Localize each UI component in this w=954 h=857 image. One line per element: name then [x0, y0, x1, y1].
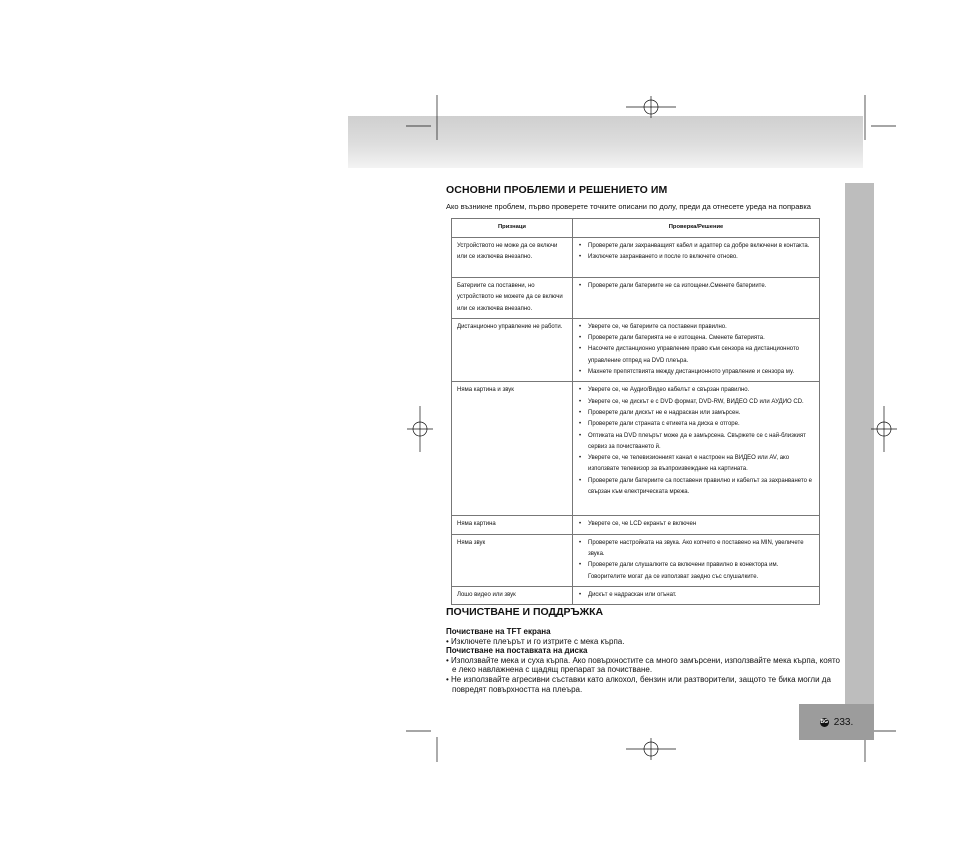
- crosshair-left: [407, 406, 433, 452]
- solution-item: • Махнете препятствията между дистанционното управление и сензора му.: [578, 367, 814, 378]
- table-row: [452, 516, 820, 534]
- table-header-row: [452, 219, 820, 238]
- solution-item: • Проверете дали слушалките са включени правилно в конектора им. Говорителите могат да се използват заедно със слушалките.: [578, 560, 814, 583]
- table-row: [452, 534, 820, 586]
- solution-item: • Проверете дали батериите не са изтощени.Сменете батериите.: [578, 281, 814, 292]
- solution-item: • Проверете дали захранващият кабел и адаптер са добре включени в контакта.: [578, 241, 814, 252]
- symptom-cell: Дистанционно управление не работи.: [452, 318, 573, 381]
- solution-cell: [573, 534, 820, 586]
- solution-item: • Проверете дали дискът не е надраскан или замърсен.: [578, 408, 814, 419]
- screen-cleaning-text: • Изключете плеърът и го изтрите с мека кърпа.: [446, 636, 625, 646]
- solution-item: • Изключете захранването и после го включете отново.: [578, 252, 814, 263]
- solution-item: • Проверете дали страната с етикета на диска е отгоре.: [578, 419, 814, 430]
- solution-item: • Насочете дистанционно управление право към сензора на дистанционното управление отпред на DVD плеъра.: [578, 344, 814, 367]
- solution-item: • Уверете се, че телевизионният канал е настроен на ВИДЕО или AV, ако използвате телевизор за възпроизвеждане на картината.: [578, 453, 814, 476]
- symptom-cell: Батериите са поставени, но устройството не можете да се включи или се изключва внезапно.: [452, 278, 573, 319]
- disc-tray-warning-text: • Не използвайте агресивни съставки като алкохол, бензин или разтворители, защото те бика могли да повредят повърхността на плеъра.: [446, 674, 831, 694]
- page-number-box: [799, 704, 874, 740]
- solution-item: • Оптиката на DVD плеърът може да е замърсена. Свържете се с най-близкият сервиз за почистването й.: [578, 431, 814, 454]
- troubleshooting-title: ОСНОВНИ ПРОБЛЕМИ И РЕШЕНИЕТО ИМ: [446, 184, 668, 196]
- maintenance-section: [446, 627, 846, 694]
- symptom-cell: Устройството не може да се включи или се изключва внезапно.: [452, 238, 573, 278]
- troubleshooting-intro: Ако възникне проблем, първо проверете точките описани по долу, преди да отнесете уреда на поправка: [446, 202, 811, 211]
- table-row: [452, 586, 820, 604]
- solution-cell: [573, 586, 820, 604]
- solution-item: • Проверете настройката на звука. Ако копчето е поставено на MIN, увеличете звука.: [578, 538, 814, 561]
- crosshair-right: [871, 406, 897, 452]
- solution-item: • Уверете се, че батериите са поставени правилно.: [578, 322, 814, 333]
- solution-cell: [573, 318, 820, 381]
- solution-item: • Проверете дали батериите са поставени правилно и кабелът за захранването е свързан към електрическата мрежа.: [578, 476, 814, 499]
- solution-cell: [573, 238, 820, 278]
- page-number: 233.: [833, 716, 854, 728]
- solution-item: • Уверете се, че дискът е с DVD формат, DVD-RW, ВИДЕО CD или АУДИО CD.: [578, 397, 814, 408]
- crosshair-bottom: [626, 738, 676, 760]
- symptom-cell: Няма картина и звук: [452, 382, 573, 516]
- screen-cleaning-heading: Почистване на TFT екрана: [446, 627, 551, 636]
- symptom-cell: Няма картина: [452, 516, 573, 534]
- solution-item: • Проверете дали батерията не е изтощена. Сменете батерията.: [578, 333, 814, 344]
- maintenance-title: ПОЧИСТВАНЕ И ПОДДРЪЖКА: [446, 606, 604, 618]
- solution-cell: [573, 382, 820, 516]
- table-row: [452, 382, 820, 516]
- column-header-symptoms: Признаци: [452, 219, 573, 238]
- solution-item: • Уверете се, че Аудио/Видео кабелът е свързан правилно.: [578, 385, 814, 396]
- symptom-cell: Лошо видео или звук: [452, 586, 573, 604]
- symptom-cell: Няма звук: [452, 534, 573, 586]
- table-row: [452, 238, 820, 278]
- column-header-solutions: Проверка/Решение: [573, 219, 820, 238]
- disc-tray-cleaning-text: • Използвайте мека и суха кърпа. Ако повърхностите са много замърсени, използвайте мека кърпа, която е леко навлажнена с щадящ препарат за почистване.: [446, 655, 840, 675]
- table-row: [452, 318, 820, 381]
- solution-item: • Уверете се, че LCD екранът е включен: [578, 519, 814, 530]
- solution-item: • Дискът е надраскан или огънат.: [578, 590, 814, 601]
- language-badge-icon: BG: [820, 718, 829, 725]
- troubleshooting-table: [451, 218, 820, 605]
- solution-cell: [573, 516, 820, 534]
- solution-cell: [573, 278, 820, 319]
- disc-tray-cleaning-heading: Почистване на поставката на диска: [446, 646, 588, 656]
- table-row: [452, 278, 820, 319]
- crosshair-top: [626, 96, 676, 118]
